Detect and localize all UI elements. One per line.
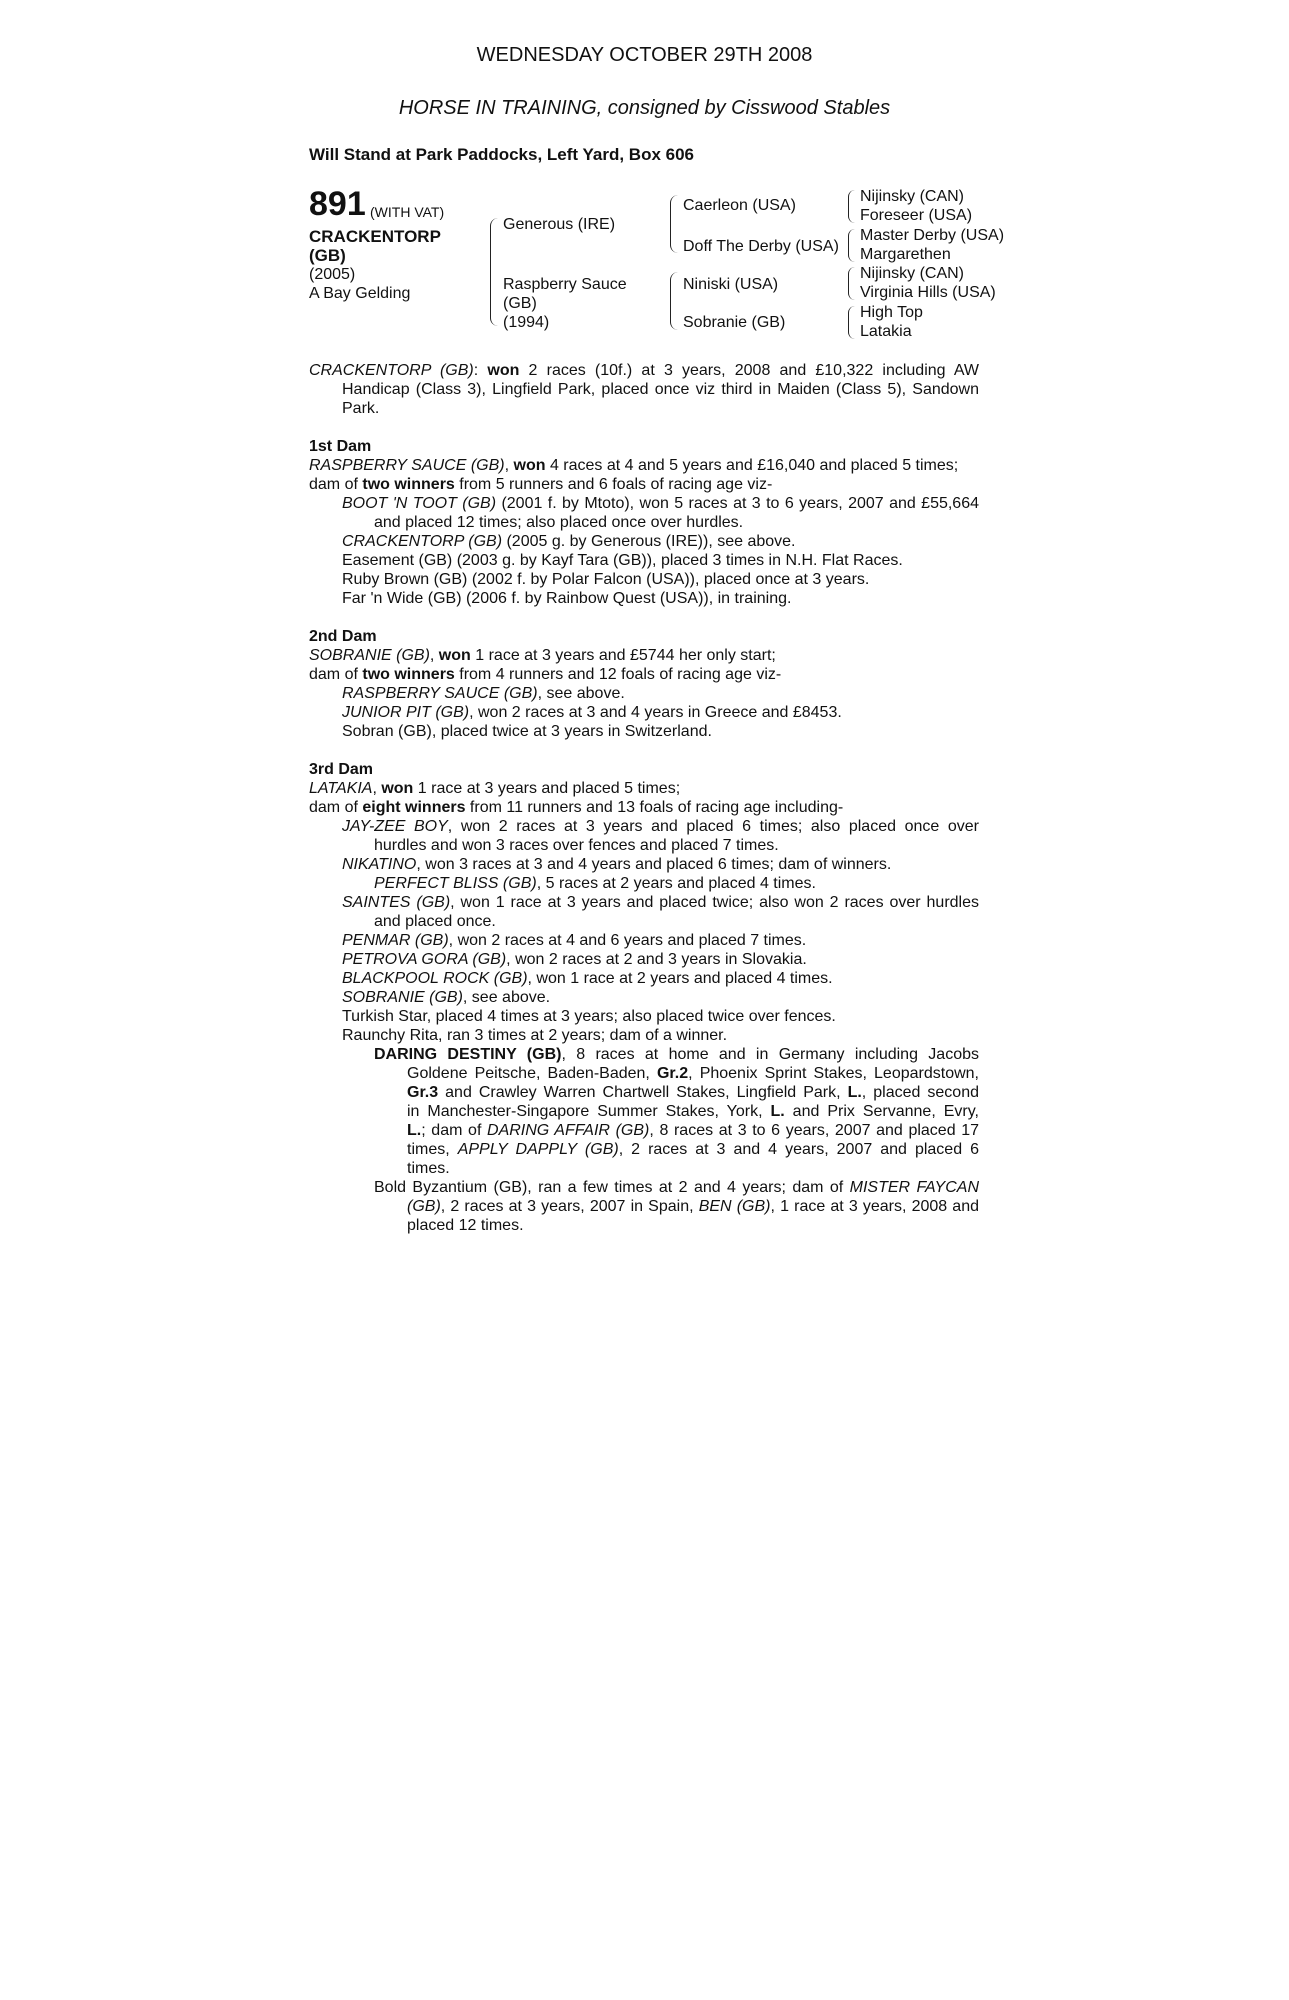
produce-text: , Phoenix Sprint Stakes, Leopardstown, — [688, 1065, 979, 1082]
pedigree-brace-sd — [848, 229, 855, 262]
dam-line — [309, 665, 979, 684]
won-word: won — [438, 647, 471, 664]
dam-sire-dam: Virginia Hills (USA) — [860, 284, 996, 301]
sire-dam-sire: Master Derby (USA) — [860, 227, 1005, 244]
horse-description: A Bay Gelding — [309, 285, 411, 302]
produce-text: , see above. — [462, 989, 551, 1006]
produce-line — [309, 1045, 979, 1064]
produce-text: , won 3 races at 3 and 4 years and placed 6 times; dam of winners. — [416, 856, 892, 873]
grade: L. — [407, 1122, 422, 1139]
sire-sire-dam: Foreseer (USA) — [860, 207, 973, 224]
produce-name: BEN (GB) — [698, 1198, 771, 1215]
produce-text: , 8 races at home and in Germany including Jacobs — [561, 1046, 979, 1063]
grade: Gr.2 — [656, 1065, 689, 1082]
record-won: won — [487, 362, 520, 379]
pedigree-brace-ds — [848, 267, 855, 300]
produce-line — [309, 931, 979, 950]
dam-line1: Raspberry Sauce — [503, 276, 627, 293]
produce-text: and Crawley Warren Chartwell Stakes, Lingfield Park, — [438, 1084, 848, 1101]
dam-line — [309, 779, 979, 798]
dam-text: dam of — [309, 476, 363, 493]
grade: Gr.3 — [407, 1084, 439, 1101]
won-word: won — [513, 457, 546, 474]
produce-line — [309, 494, 979, 513]
produce-text: (2005 g. by Generous (IRE)), see above. — [502, 533, 796, 550]
produce-line: Ruby Brown (GB) (2002 f. by Polar Falcon (USA)), placed once at 3 years. — [342, 571, 870, 588]
produce-text: times, — [407, 1141, 458, 1158]
produce-text: , 2 races at 3 and 4 years, 2007 and placed 6 — [618, 1141, 980, 1158]
horse-name-line1: CRACKENTORP — [309, 227, 441, 246]
produce-line — [309, 1121, 979, 1140]
produce-line: Sobran (GB), placed twice at 3 years in Switzerland. — [342, 723, 712, 740]
produce-line: placed 12 times. — [407, 1217, 524, 1234]
dam-text: 1 race at 3 years and placed 5 times; — [413, 780, 681, 797]
dam-text: 4 races at 4 and 5 years and £16,040 and placed 5 times; — [545, 457, 959, 474]
produce-text: , won 1 race at 3 years and placed twice; also won 2 races over hurdles — [450, 894, 979, 911]
sire-dam: Doff The Derby (USA) — [683, 238, 839, 255]
produce-name: BLACKPOOL ROCK (GB) — [342, 970, 528, 987]
dam-line — [309, 646, 979, 665]
produce-line — [309, 950, 979, 969]
dam-dam: Sobranie (GB) — [683, 314, 786, 331]
dam-line2: (GB) — [503, 295, 537, 312]
dam-text: from 5 runners and 6 foals of racing age viz- — [454, 476, 773, 493]
pedigree-brace-dd — [848, 306, 855, 339]
produce-line — [309, 893, 979, 912]
horse-year: (2005) — [309, 266, 356, 283]
produce-name: MISTER FAYCAN — [849, 1179, 979, 1196]
section-heading: 2nd Dam — [309, 628, 377, 645]
produce-line — [309, 1083, 979, 1102]
produce-text: , won 2 races at 4 and 6 years and placed 7 times. — [448, 932, 807, 949]
produce-line — [309, 1197, 979, 1216]
produce-text: , 2 races at 3 years, 2007 in Spain, — [440, 1198, 699, 1215]
sep: , — [504, 457, 514, 474]
produce-text: , 5 races at 2 years and placed 4 times. — [536, 875, 816, 892]
produce-line — [309, 817, 979, 836]
produce-line: times. — [407, 1160, 450, 1177]
produce-text: , won 2 races at 3 years and placed 6 times; also placed once over — [447, 818, 979, 835]
sire-sire-sire: Nijinsky (CAN) — [860, 188, 964, 205]
produce-name: PERFECT BLISS (GB) — [374, 875, 537, 892]
second-dam-section — [309, 627, 979, 741]
pedigree-brace-dam — [670, 272, 678, 330]
produce-line — [309, 969, 979, 988]
produce-line: hurdles and won 3 races over fences and placed 7 times. — [374, 837, 779, 854]
produce-text: , won 2 races at 2 and 3 years in Slovakia. — [506, 951, 807, 968]
sire-dam-dam: Margarethen — [860, 246, 951, 263]
horse-info — [309, 265, 410, 303]
dam-line3: (1994) — [503, 314, 550, 331]
horse-name-line2: (GB) — [309, 246, 346, 265]
produce-name: APPLY DAPPLY (GB) — [457, 1141, 619, 1158]
produce-name: PENMAR (GB) — [342, 932, 449, 949]
winners-count: eight winners — [362, 799, 466, 816]
sep: , — [372, 780, 382, 797]
horse-name — [309, 227, 454, 265]
sale-date: WEDNESDAY OCTOBER 29TH 2008 — [476, 44, 813, 66]
winners-count: two winners — [362, 476, 455, 493]
produce-line — [309, 1178, 979, 1197]
dam-dam-sire: High Top — [860, 304, 923, 321]
won-word: won — [381, 780, 414, 797]
produce-name: CRACKENTORP (GB) — [342, 533, 503, 550]
produce-name: BOOT 'N TOOT (GB) — [342, 495, 497, 512]
produce-text: , see above. — [537, 685, 625, 702]
racing-record — [309, 361, 979, 418]
dam-dam-dam: Latakia — [860, 323, 912, 340]
stand-location: Will Stand at Park Paddocks, Left Yard, Box 606 — [309, 145, 694, 164]
produce-text: , placed second — [861, 1084, 980, 1101]
dam-sire-sire: Nijinsky (CAN) — [860, 265, 964, 282]
produce-text: , 8 races at 3 to 6 years, 2007 and placed 17 — [649, 1122, 980, 1139]
pedigree-brace-sire — [670, 195, 678, 253]
produce-line — [309, 988, 979, 1007]
produce-text: (2001 f. by Mtoto), won 5 races at 3 to 6 years, 2007 and £55,664 — [496, 495, 980, 512]
produce-line — [309, 1102, 979, 1121]
dam-name: SOBRANIE (GB) — [309, 647, 430, 664]
lot-number: 891 — [309, 185, 366, 223]
winners-count: two winners — [362, 666, 455, 683]
produce-line: Easement (GB) (2003 g. by Kayf Tara (GB)), placed 3 times in N.H. Flat Races. — [342, 552, 903, 569]
dam-line — [309, 798, 979, 817]
grade: L. — [847, 1084, 862, 1101]
produce-line: Turkish Star, placed 4 times at 3 years; also placed twice over fences. — [342, 1008, 836, 1025]
produce-name: (GB) — [407, 1198, 441, 1215]
produce-line — [309, 1140, 979, 1159]
produce-line — [309, 684, 979, 703]
dam-sire: Niniski (USA) — [683, 276, 779, 293]
produce-name: DARING AFFAIR (GB) — [487, 1122, 650, 1139]
produce-name: JAY-ZEE BOY — [342, 818, 448, 835]
produce-line: and placed once. — [374, 913, 496, 930]
record-line: Handicap (Class 3), Lingfield Park, placed once viz third in Maiden (Class 5), Sandown — [342, 381, 979, 398]
record-horse: CRACKENTORP (GB) — [309, 362, 474, 379]
sep: , — [429, 647, 439, 664]
pedigree-brace-ss — [848, 190, 855, 223]
produce-line — [309, 1064, 979, 1083]
dam-text: from 4 runners and 12 foals of racing age viz- — [454, 666, 782, 683]
pedigree-brace-parents — [490, 218, 498, 326]
produce-text: Goldene Peitsche, Baden-Baden, — [407, 1065, 657, 1082]
produce-name: NIKATINO — [342, 856, 417, 873]
produce-line — [309, 532, 979, 551]
produce-text: , won 2 races at 3 and 4 years in Greece and £8453. — [469, 704, 842, 721]
grade: L. — [770, 1103, 785, 1120]
section-heading: 1st Dam — [309, 438, 372, 455]
produce-name: RASPBERRY SAUCE (GB) — [342, 685, 538, 702]
dam-text: from 11 runners and 13 foals of racing age including- — [465, 799, 844, 816]
produce-line: Raunchy Rita, ran 3 times at 2 years; dam of a winner. — [342, 1027, 728, 1044]
produce-line: Far 'n Wide (GB) (2006 f. by Rainbow Quest (USA)), in training. — [342, 590, 792, 607]
produce-name: DARING DESTINY (GB) — [374, 1046, 562, 1063]
dam-text: dam of — [309, 799, 363, 816]
produce-name: PETROVA GORA (GB) — [342, 951, 507, 968]
produce-line — [309, 855, 979, 874]
dam-text: dam of — [309, 666, 363, 683]
produce-line: and placed 12 times; also placed once over hurdles. — [374, 514, 744, 531]
sire-sire: Caerleon (USA) — [683, 197, 796, 214]
record-line: Park. — [342, 400, 380, 417]
produce-text: ; dam of — [421, 1122, 488, 1139]
produce-text: , won 1 race at 2 years and placed 4 times. — [527, 970, 833, 987]
dam-text: 1 race at 3 years and £5744 her only start; — [470, 647, 776, 664]
dam-line — [309, 456, 979, 475]
dam-name: LATAKIA — [309, 780, 373, 797]
record-text: 2 races (10f.) at 3 years, 2008 and £10,322 including AW — [519, 362, 980, 379]
consignment-title: HORSE IN TRAINING, consigned by Cisswood Stables — [398, 97, 891, 119]
first-dam-section — [309, 437, 979, 608]
produce-text: and Prix Servanne, Evry, — [784, 1103, 979, 1120]
section-heading: 3rd Dam — [309, 761, 374, 778]
produce-name: SOBRANIE (GB) — [342, 989, 463, 1006]
dam — [503, 275, 627, 332]
vat-note: (WITH VAT) — [370, 204, 445, 220]
third-dam-section — [309, 760, 979, 1235]
sire: Generous (IRE) — [503, 216, 616, 233]
dam-name: RASPBERRY SAUCE (GB) — [309, 457, 505, 474]
record-line — [309, 361, 979, 380]
produce-text: in Manchester-Singapore Summer Stakes, York, — [407, 1103, 771, 1120]
produce-text: , 1 race at 3 years, 2008 and — [770, 1198, 980, 1215]
record-sep: : — [473, 362, 488, 379]
produce-line — [309, 703, 979, 722]
produce-name: JUNIOR PIT (GB) — [342, 704, 470, 721]
produce-line — [309, 874, 979, 893]
produce-name: SAINTES (GB) — [342, 894, 451, 911]
dam-line — [309, 475, 979, 494]
produce-text: Bold Byzantium (GB), ran a few times at 2 and 4 years; dam of — [374, 1179, 850, 1196]
